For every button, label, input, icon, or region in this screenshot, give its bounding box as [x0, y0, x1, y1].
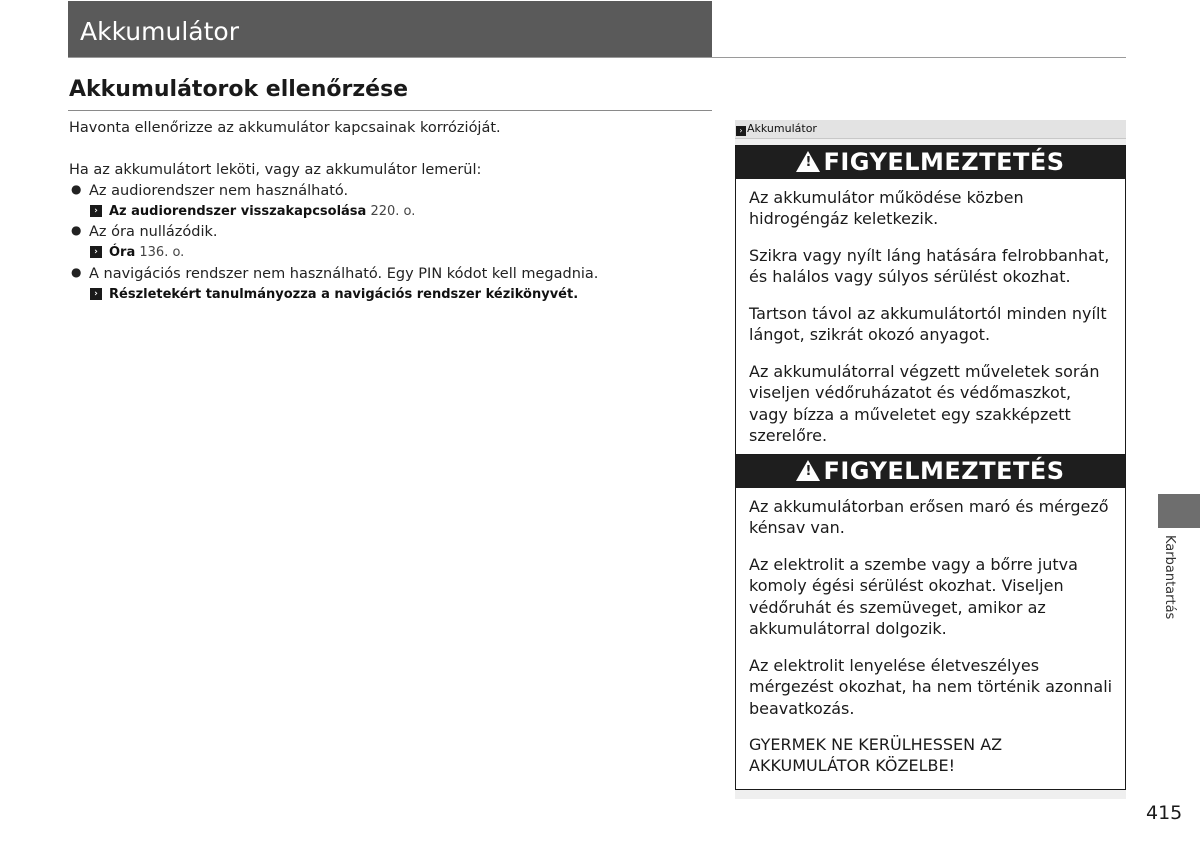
bullet-icon: ● — [71, 223, 82, 238]
warning-paragraph: Az akkumulátorban erősen maró és mérgező kénsav van. — [749, 497, 1109, 538]
warning-box — [735, 145, 1126, 459]
cross-reference-link[interactable]: › Az audiorendszer visszakapcsolása 220. o. — [69, 203, 709, 221]
warning-body — [736, 179, 1125, 458]
section-title: Akkumulátor — [80, 17, 239, 46]
reference-arrow-icon: › — [736, 126, 746, 136]
chapter-tab[interactable] — [1158, 494, 1200, 528]
reference-arrow-icon: › — [90, 288, 102, 300]
warning-header: ! FIGYELMEZTETÉS — [736, 146, 1125, 179]
condition-text: Ha az akkumulátort leköti, vagy az akkumulátor lemerül: — [69, 162, 482, 178]
warning-paragraph: Az akkumulátorral végzett műveletek során viseljen védőruházatot és védőmaszkot, vagy bízza a műveletet egy szakképzett szerelőre. — [749, 361, 1100, 445]
header-divider — [68, 57, 1126, 58]
warning-box — [735, 454, 1126, 790]
cross-reference-link[interactable]: › Részletekért tanulmányozza a navigációs rendszer kézikönyvét. — [69, 286, 709, 304]
warning-paragraph: Tartson távol az akkumulátortól minden nyílt lángot, szikrát okozó anyagot. — [749, 303, 1107, 345]
page-heading: Akkumulátorok ellenőrzése — [69, 77, 409, 102]
list-item — [69, 182, 709, 220]
bullet-text: ● Az audiorendszer nem használható. — [71, 182, 349, 199]
bullet-icon: ● — [71, 264, 82, 279]
reference-arrow-icon: › — [90, 205, 102, 217]
bullet-icon: ● — [71, 182, 82, 196]
side-panel-header: › Akkumulátor — [735, 120, 1126, 139]
warning-paragraph: Az akkumulátor működése közben hidrogéngáz keletkezik. — [749, 188, 1024, 229]
side-notes-panel — [735, 120, 1126, 799]
chapter-tab-label: Karbantartás — [1162, 535, 1177, 620]
list-item — [69, 265, 709, 303]
consequence-list — [69, 182, 709, 306]
warning-header: ! FIGYELMEZTETÉS — [736, 455, 1125, 488]
warning-paragraph: Az elektrolit a szembe vagy a bőrre jutva komoly égési sérülést okozhat. Viseljen védőruhát és szemüveget, amikor az akkumulátorral dolgozik. — [749, 554, 1078, 639]
warning-paragraph: Az elektrolit lenyelése életveszélyes mérgezést okozhat, ha nem történik azonnali beavatkozás. — [749, 655, 1113, 718]
section-header-band — [68, 1, 712, 57]
bullet-text: ● Az óra nullázódik. — [71, 223, 218, 241]
warning-paragraph: GYERMEK NE KERÜLHESSEN AZ AKKUMULÁTOR KÖZELBE! — [749, 734, 1003, 776]
list-item — [69, 223, 709, 261]
page-number: 415 — [1146, 802, 1183, 824]
warning-triangle-icon: ! — [796, 460, 820, 481]
reference-arrow-icon: › — [90, 246, 102, 258]
cross-reference-link[interactable]: › Óra 136. o. — [69, 244, 709, 262]
heading-divider — [68, 110, 712, 111]
warning-body — [736, 488, 1125, 789]
intro-text: Havonta ellenőrizze az akkumulátor kapcsainak korrózióját. — [69, 120, 501, 136]
warning-triangle-icon: ! — [796, 151, 820, 172]
bullet-text: ● A navigációs rendszer nem használható. Egy PIN kódot kell megadnia. — [71, 264, 599, 282]
warning-paragraph: Szikra vagy nyílt láng hatására felrobbanhat, és halálos vagy súlyos sérülést okozhat. — [749, 245, 1110, 287]
